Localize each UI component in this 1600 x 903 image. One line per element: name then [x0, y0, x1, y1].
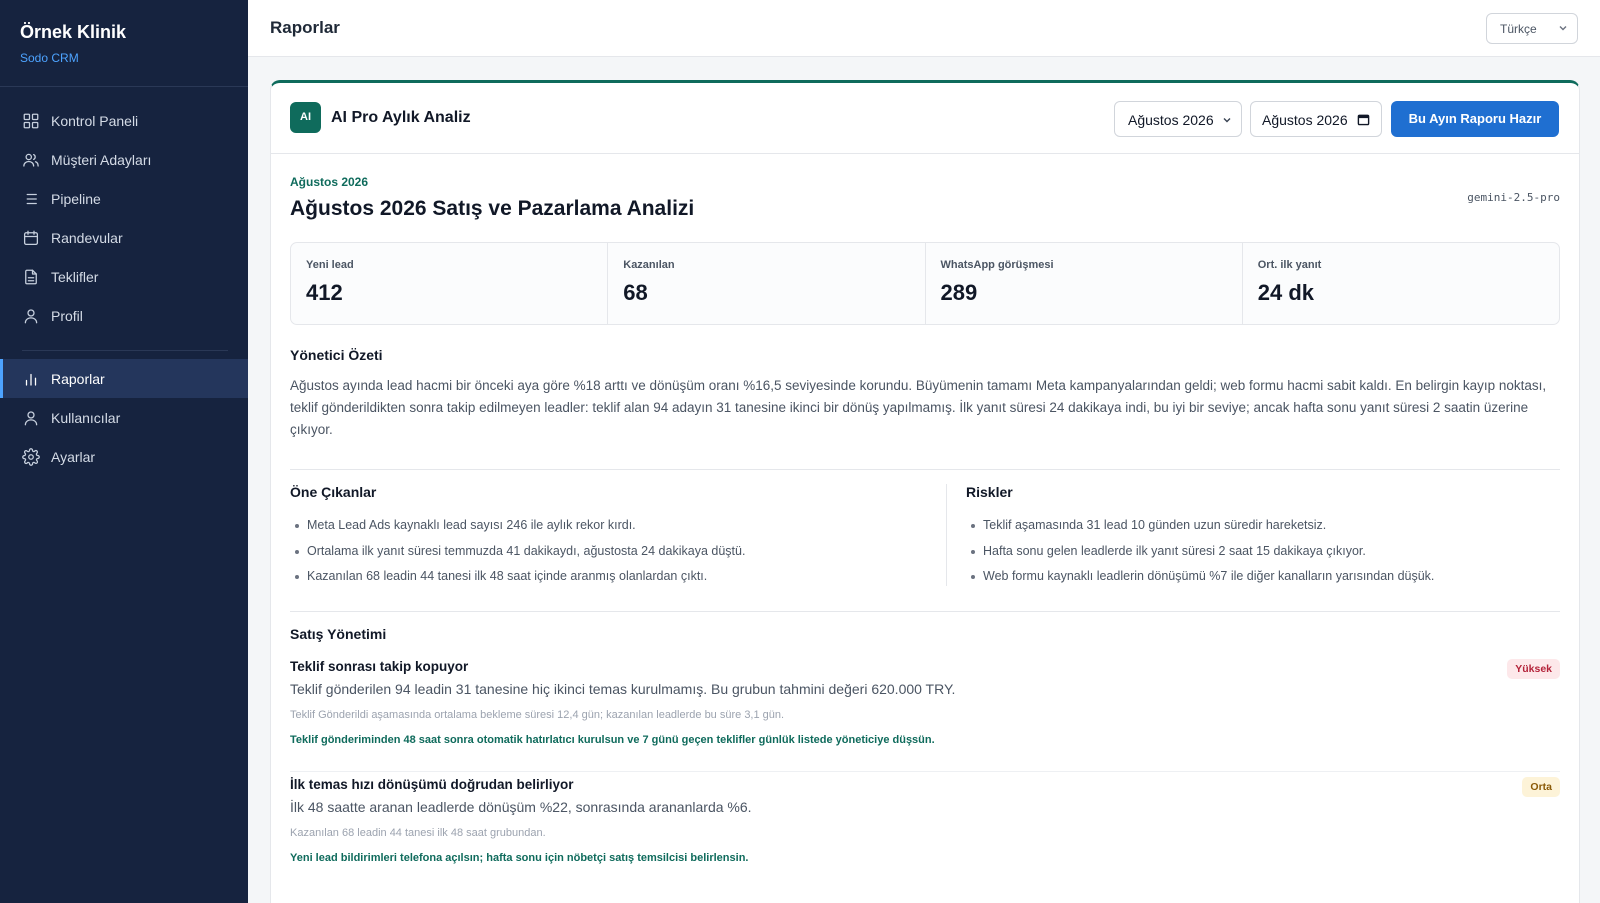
list-item: Teklif aşamasında 31 lead 10 günden uzun süredir hareketsiz.: [966, 513, 1560, 539]
divider: [290, 469, 1560, 470]
card-title: AI Pro Aylık Analiz: [331, 109, 471, 126]
sidebar-item-label: Kullanıcılar: [51, 409, 121, 426]
topbar: [248, 0, 1600, 57]
sidebar: [0, 0, 248, 903]
list-item: Kazanılan 68 leadin 44 tanesi ilk 48 saat içinde aranmış olanlardan çıktı.: [290, 564, 930, 590]
stat-value: 24 dk: [1257, 280, 1315, 305]
sidebar-item-label: Müşteri Adayları: [51, 151, 152, 168]
sidebar-item-musteri-adaylari[interactable]: [0, 140, 248, 179]
document-icon: [22, 268, 40, 286]
highlights-heading: Öne Çıkanlar: [290, 484, 377, 500]
sidebar-item-pipeline[interactable]: [0, 179, 248, 218]
list-item: Meta Lead Ads kaynaklı lead sayısı 246 ile aylık rekor kırdı.: [290, 513, 930, 539]
chevron-down-icon: [1221, 114, 1233, 126]
sidebar-item-randevular[interactable]: [0, 218, 248, 257]
stat-label: Ort. ilk yanıt: [1257, 259, 1322, 271]
calendar-icon: [22, 229, 40, 247]
grid-icon: [22, 112, 40, 130]
sidebar-item-raporlar[interactable]: [0, 359, 248, 398]
model-tag: gemini-2.5-pro: [1467, 191, 1560, 204]
sidebar-item-label: Kontrol Paneli: [51, 112, 139, 129]
month-select-value: Ağustos 2026: [1128, 112, 1214, 128]
stat-won: [608, 243, 925, 324]
summary-text: Ağustos ayında lead hacmi bir önceki aya göre %18 arttı ve dönüşüm oranı %16,5 seviyesinde korundu. Büyümenin tamamı Meta kampanyalarından geldi; web formu hacmi sabit kaldı. En belirgin kayıp noktası, teklif gönderildikten sonra takip edilmeyen leadler: teklif alan 94 adayın 31 tanesine ikinci bir dönüş yapılmamış. İlk yanıt süresi 24 dakikaya indi, bu iyi bir seviye; ancak hafta sonu yanıt süresi 2 saatin üzerine çıkıyor.: [290, 378, 1547, 437]
gear-icon: [22, 448, 40, 466]
stat-label: WhatsApp görüşmesi: [940, 259, 1054, 271]
priority-badge: Orta: [1522, 777, 1560, 797]
stats-row: [290, 242, 1560, 325]
finding-item: [290, 659, 1560, 746]
stat-value: 412: [306, 280, 343, 305]
brand-title: Örnek Klinik: [20, 22, 127, 42]
highlights-section: [290, 484, 930, 590]
finding-item: [290, 777, 1560, 864]
finding-title: Teklif sonrası takip kopuyor: [290, 659, 469, 674]
stat-value: 289: [940, 280, 978, 305]
sidebar-item-label: Ayarlar: [51, 448, 96, 465]
divider: [290, 611, 1560, 612]
report-period: Ağustos 2026: [290, 175, 369, 189]
sidebar-item-label: Profil: [51, 307, 83, 324]
highlights-list: [290, 513, 930, 590]
ai-badge: AI: [290, 102, 321, 133]
risks-heading: Riskler: [966, 484, 1013, 500]
calendar-icon[interactable]: [1357, 113, 1370, 126]
finding-description: İlk 48 saatte aranan leadlerde dönüşüm %22, sonrasında arananlarda %6.: [290, 799, 752, 815]
month-input-value: Ağustos 2026: [1262, 112, 1348, 128]
priority-badge: Yüksek: [1507, 659, 1560, 679]
stat-first-response: [1243, 243, 1559, 324]
month-input[interactable]: [1250, 101, 1382, 137]
brand-subtitle: Sodo CRM: [20, 51, 79, 65]
users-icon: [22, 151, 40, 169]
finding-action: Teklif gönderiminden 48 saat sonra otomatik hatırlatıcı kurulsun ve 7 günü geçen teklifler günlük listede yöneticiye düşsün.: [290, 734, 935, 746]
user-icon: [22, 409, 40, 427]
chevron-down-icon: [1557, 22, 1569, 34]
sidebar-item-label: Pipeline: [51, 190, 101, 207]
finding-title: İlk temas hızı dönüşümü doğrudan belirliyor: [290, 777, 574, 792]
column-divider: [946, 484, 947, 586]
report-title: Ağustos 2026 Satış ve Pazarlama Analizi: [290, 197, 695, 220]
sidebar-item-kontrol-paneli[interactable]: [0, 101, 248, 140]
risks-section: [966, 484, 1560, 590]
month-select[interactable]: [1114, 101, 1242, 137]
sidebar-item-label: Teklifler: [51, 268, 99, 285]
summary-heading: Yönetici Özeti: [290, 347, 383, 363]
user-icon: [22, 307, 40, 325]
bar-chart-icon: [22, 370, 40, 388]
list-item: Hafta sonu gelen leadlerde ilk yanıt süresi 2 saat 15 dakikaya çıkıyor.: [966, 539, 1560, 565]
language-select[interactable]: [1486, 13, 1578, 44]
divider: [290, 771, 1560, 772]
sidebar-item-label: Raporlar: [51, 370, 105, 387]
stat-label: Yeni lead: [306, 259, 354, 271]
stat-whatsapp: [926, 243, 1243, 324]
finding-evidence: Kazanılan 68 leadin 44 tanesi ilk 48 saat grubundan.: [290, 827, 546, 839]
stat-value: 68: [623, 280, 648, 305]
list-icon: [22, 190, 40, 208]
sidebar-nav: [0, 87, 248, 476]
risks-list: [966, 513, 1560, 590]
stat-new-leads: [291, 243, 608, 324]
sidebar-item-teklifler[interactable]: [0, 257, 248, 296]
finding-action: Yeni lead bildirimleri telefona açılsın; hafta sonu için nöbetçi satış temsilcisi belirlensin.: [290, 852, 749, 864]
sidebar-item-label: Randevular: [51, 229, 123, 246]
sidebar-item-kullanicilar[interactable]: [0, 398, 248, 437]
list-item: Ortalama ilk yanıt süresi temmuzda 41 dakikaydı, ağustosta 24 dakikaya düştü.: [290, 539, 930, 565]
page-title: Raporlar: [270, 18, 340, 37]
finding-description: Teklif gönderilen 94 leadin 31 tanesine hiç ikinci temas kurulmamış. Bu grubun tahmini değeri 620.000 TRY.: [290, 681, 956, 697]
sidebar-divider: [22, 350, 228, 351]
language-select-value: Türkçe: [1500, 22, 1537, 36]
stat-label: Kazanılan: [623, 259, 675, 271]
report-ready-button[interactable]: Bu Ayın Raporu Hazır: [1391, 101, 1559, 137]
list-item: Web formu kaynaklı leadlerin dönüşümü %7 ile diğer kanalların yarısından düşük.: [966, 564, 1560, 590]
card-header: [271, 83, 1579, 154]
brand: [0, 0, 248, 87]
ai-report-card: [270, 80, 1580, 903]
finding-evidence: Teklif Gönderildi aşamasında ortalama bekleme süresi 12,4 gün; kazanılan leadlerde bu süre 3,1 gün.: [290, 709, 785, 721]
sales-heading: Satış Yönetimi: [290, 626, 387, 642]
sidebar-item-ayarlar[interactable]: [0, 437, 248, 476]
sidebar-item-profil[interactable]: [0, 296, 248, 335]
